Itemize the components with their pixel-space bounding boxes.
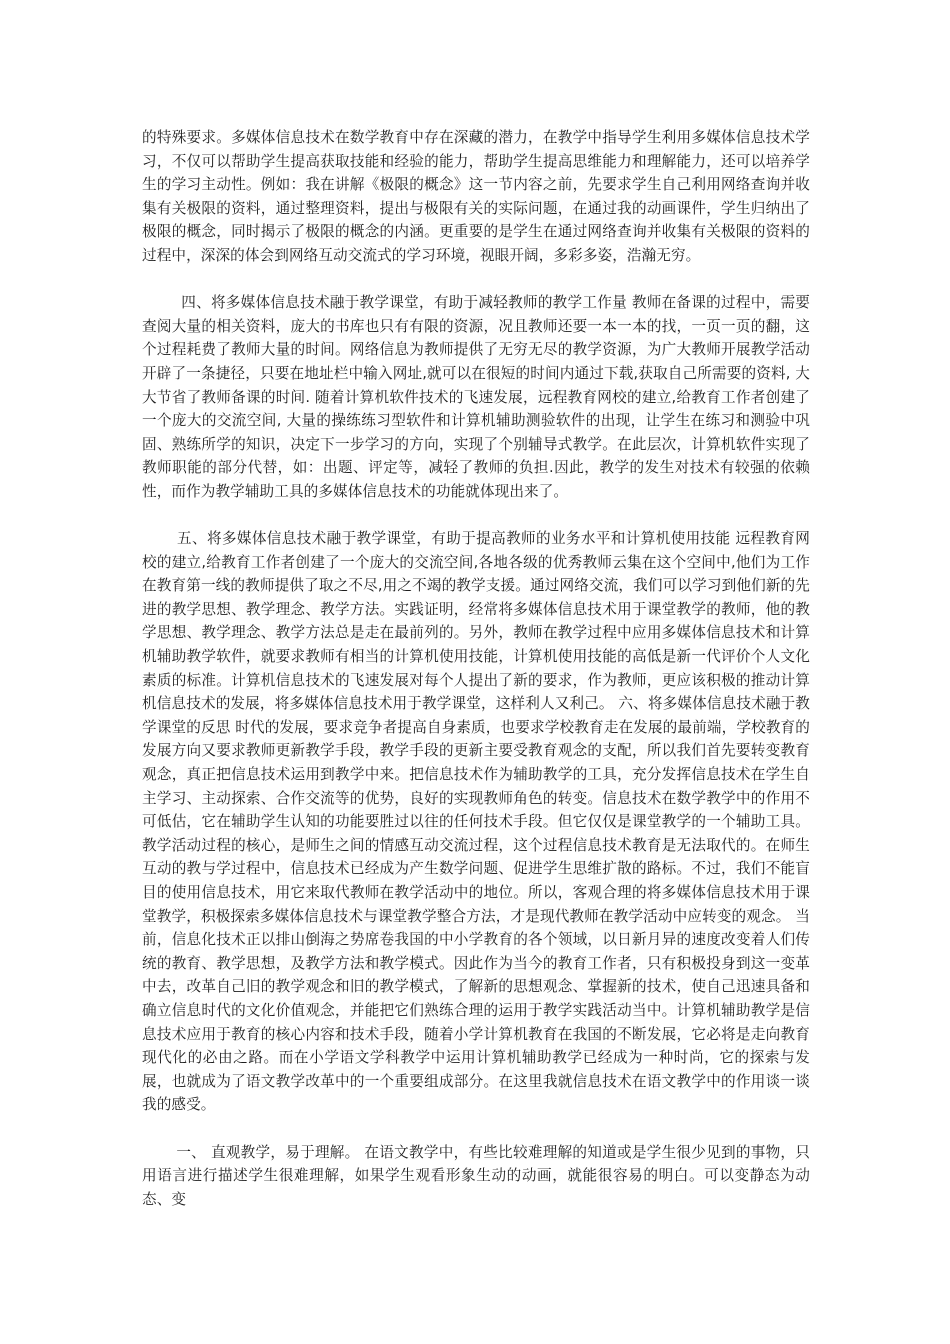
paragraph-section-one: 一、 直观教学，易于理解。 在语文教学中，有些比较难理解的知道或是学生很少见到的事物，只用语言进行描述学生很难理解，如果学生观看形象生动的动画，就能很容易的明白。可以变静态为动态、变 [142,1143,810,1208]
paragraph-continuation: 的特殊要求。多媒体信息技术在数学教育中存在深藏的潜力，在教学中指导学生利用多媒体信息技术学习，不仅可以帮助学生提高获取技能和经验的能力，帮助学生提高思维能力和理解能力，还可以培养学生的学习主动性。例如：我在讲解《极限的概念》这一节内容之前，先要求学生自己利用网络查询并收集有关极限的资料，通过整理资料，提出与极限有关的实际问题，在通过我的动画课件，学生归纳出了极限的概念，同时揭示了极限的概念的内涵。更重要的是学生在通过网络查询并收集有关极限的资料的过程中，深深的体会到网络互动交流式的学习环境，视眼开阔，多彩多姿，浩瀚无穷。 [142,129,810,264]
paragraph-section-four: 四、将多媒体信息技术融于教学课堂，有助于减轻教师的教学工作量 教师在备课的过程中，需要查阅大量的相关资料，庞大的书库也只有有限的资源，况且教师还要一本一本的找，一页一页的翻，这个过程耗费了教师大量的时间。网络信息为教师提供了无穷无尽的教学资源，为广大教师开展教学活动开辟了一条捷径，只要在地址栏中输入网址,就可以在很短的时间内通过下载,获取自己所需要的资料, 大大节省了教师备课的时间. 随着计算机软件技术的飞速发展，远程教育网校的建立,给教育工作者创建了一个庞大的交流空间, 大量的操练练习型软件和计算机辅助测验软件的出现，让学生在练习和测验中巩固、熟练所学的知识，决定下一步学习的方向，实现了个别辅导式教学。在此层次，计算机软件实现了教师职能的部分代替，如：出题、评定等，减轻了教师的负担.因此，教学的发生对技术有较强的依赖性，而作为教学辅助工具的多媒体信息技术的功能就体现出来了。 [142,294,810,500]
paragraph-section-five: 五、将多媒体信息技术融于教学课堂，有助于提高教师的业务水平和计算机使用技能 远程教育网校的建立,给教育工作者创建了一个庞大的交流空间,各地各级的优秀教师云集在这个空间中,他们为工作在教育第一线的教师提供了取之不尽,用之不竭的教学支援。通过网络交流，我们可以学习到他们新的先进的教学思想、教学理念、教学方法。实践证明，经常将多媒体信息技术用于课堂教学的教师，他的教学思想、教学理念、教学方法总是走在最前列的。另外，教师在教学过程中应用多媒体信息技术和计算机辅助教学软件，就要求教师有相当的计算机使用技能，计算机使用技能的高低是新一代评价个人文化素质的标准。计算机信息技术的飞速发展对每个人提出了新的要求，作为教师，更应该积极的推动计算机信息技术的发展，将多媒体信息技术用于教学课堂，这样利人又利己。 六、将多媒体信息技术融于教学课堂的反思 时代的发展，要求竞争者提高自身素质，也要求学校教育走在发展的最前端，学校教育的发展方向又要求教师更新教学手段，教学手段的更新主要受教育观念的支配，所以我们首先要转变教育观念，真正把信息技术运用到教学中来。把信息技术作为辅助教学的工具，充分发挥信息技术在学生自主学习、主动探索、合作交流等的优势，良好的实现教师角色的转变。信息技术在数学教学中的作用不可低估，它在辅助学生认知的功能要胜过以往的任何技术手段。但它仅仅是课堂教学的一个辅助工具。教学活动过程的核心，是师生之间的情感互动交流过程，这个过程信息技术教育是无法取代的。在师生互动的教与学过程中，信息技术已经成为产生数学问题、促进学生思维扩散的路标。不过，我们不能盲目的使用信息技术，用它来取代教师在教学活动中的地位。所以，客观合理的将多媒体信息技术用于课堂教学，积极探索多媒体信息技术与课堂教学整合方法，才是现代教师在教学活动中应转变的观念。 当前，信息化技术正以排山倒海之势席卷我国的中小学教育的各个领域，以日新月异的速度改变着人们传统的教育、教学思想，及教学方法和教学模式。因此作为当今的教育工作者，只有积极投身到这一变革中去，改革自己旧的教学观念和旧的教学模式，了解新的思想观念、掌握新的技术，使自己迅速具备和确立信息时代的文化价值观念，并能把它们熟练合理的运用于教学实践活动当中。计算机辅助教学是信息技术应用于教育的核心内容和技术手段，随着小学计算机教育在我国的不断发展，它必将是走向教育现代化的必由之路。而在小学语文学科教学中运用计算机辅助教学已经成为一种时尚，它的探索与发展，也就成为了语文教学改革中的一个重要组成部分。在这里我就信息技术在语文教学中的作用谈一谈我的感受。 [142,530,810,1114]
document-body [142,126,810,1235]
